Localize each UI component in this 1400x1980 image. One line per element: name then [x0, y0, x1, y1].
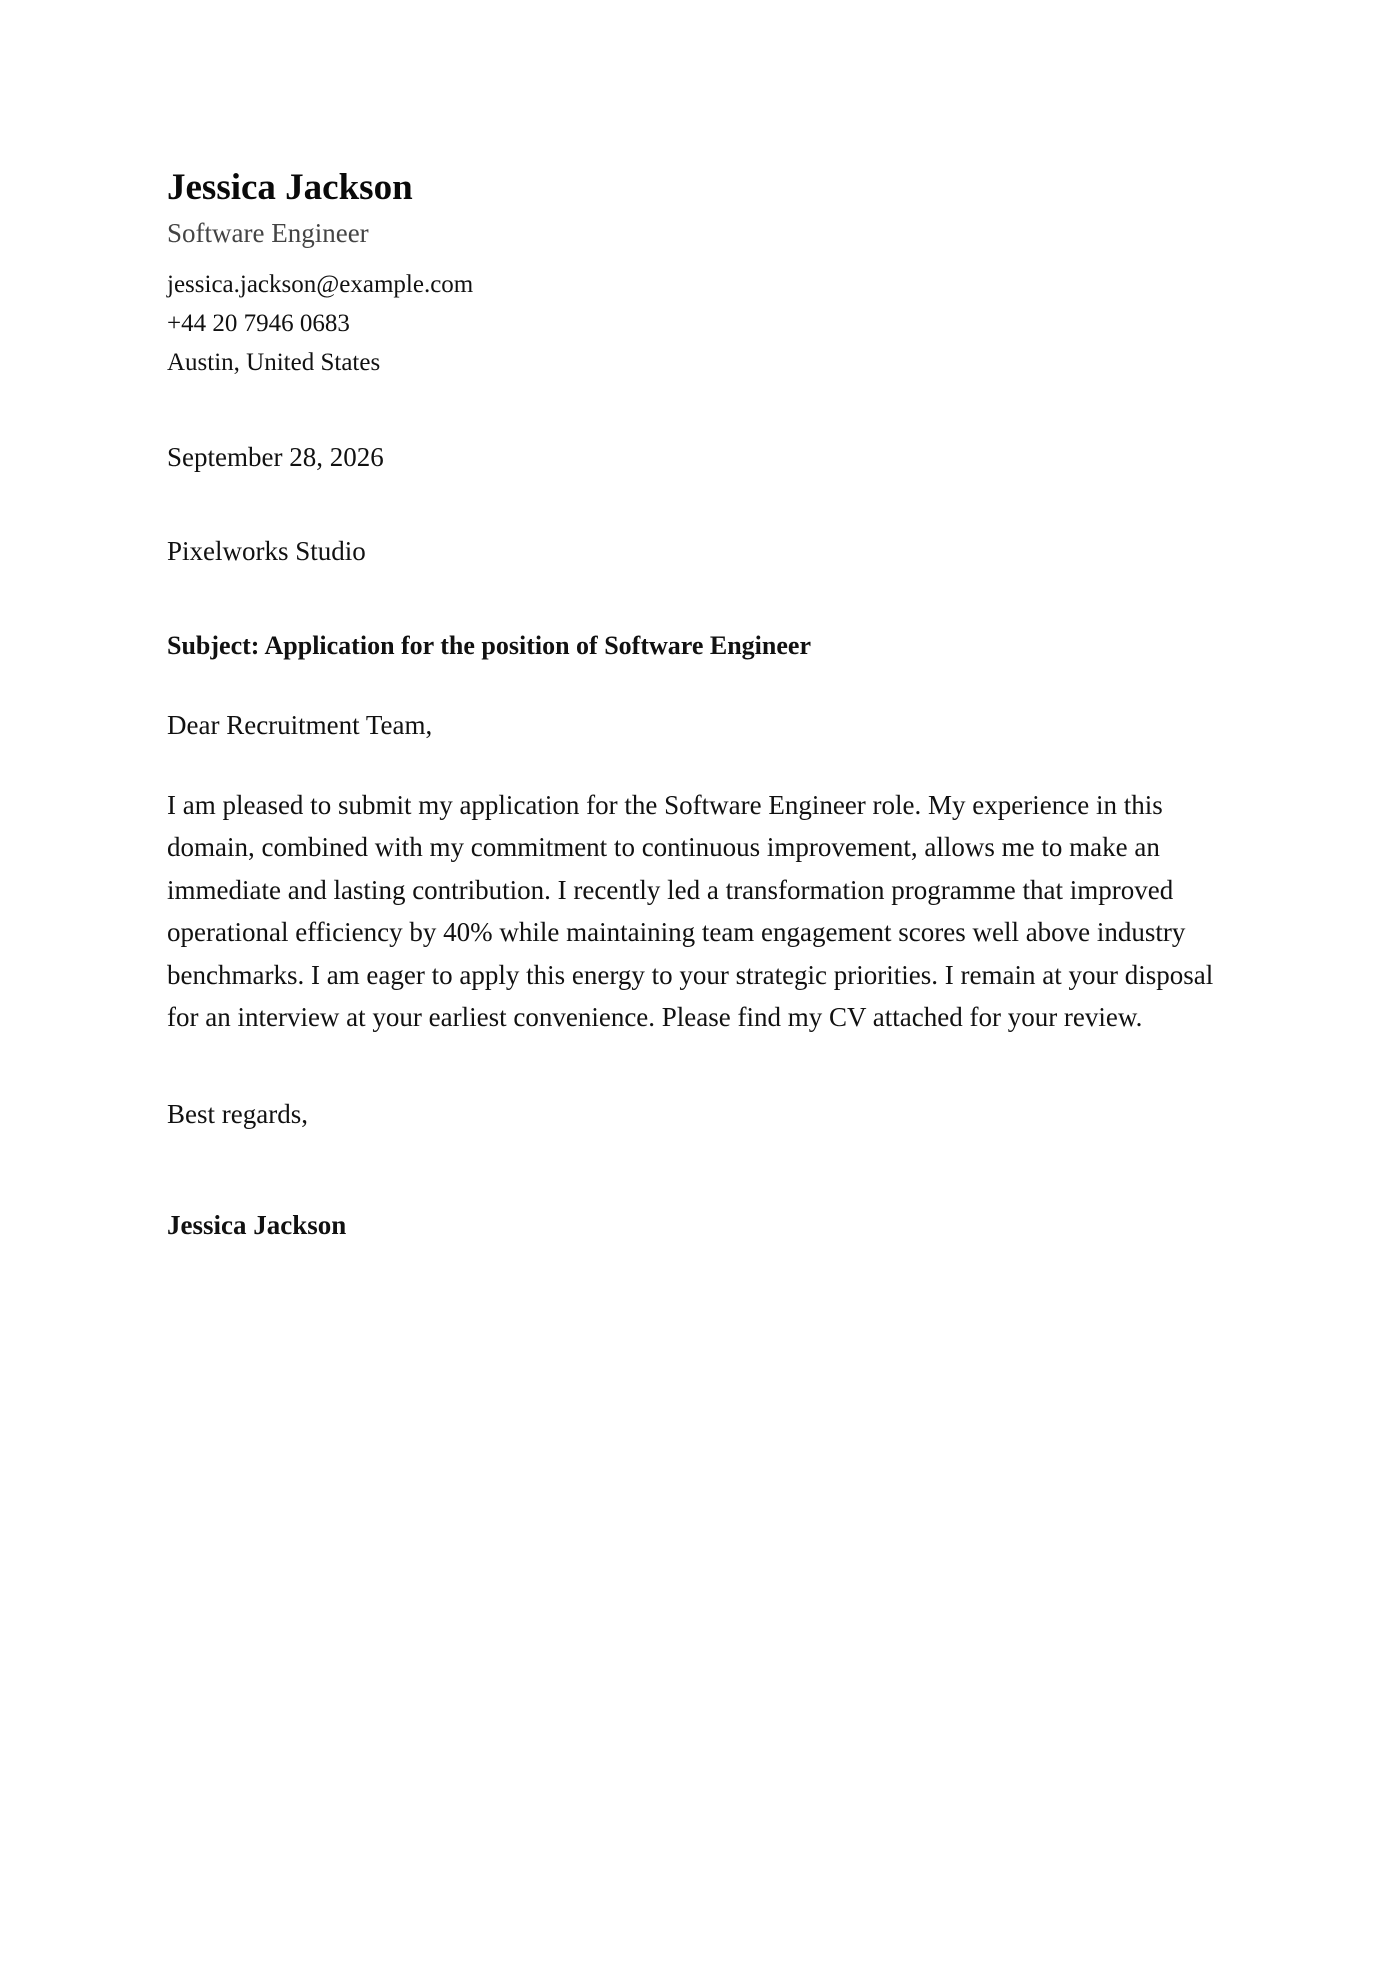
closing: Best regards, — [167, 1098, 308, 1129]
sender-location: Austin, United States — [167, 349, 381, 377]
letter-subject: Subject: Application for the position of Software Engineer — [167, 630, 811, 660]
sender-name: Jessica Jackson — [167, 167, 413, 208]
letter-body: I am pleased to submit my application for the Software Engineer role. My experience in this domain, combined with my commitment to continuous improvement, allows me to make an immediate and lasting contribution. I recently led a transformation programme that improved operational efficiency by 40% while maintaining team engagement scores well above industry benchmarks. I am eager to apply this energy to your strategic priorities. I remain at your disposal for an interview at your earliest convenience. Please find my CV attached for your review. — [167, 789, 1214, 1033]
recipient-company: Pixelworks Studio — [167, 535, 366, 566]
sender-email: jessica.jackson@example.com — [167, 271, 474, 299]
letter-date: September 28, 2026 — [167, 442, 384, 473]
sender-phone: +44 20 7946 0683 — [167, 310, 350, 338]
signature-name: Jessica Jackson — [167, 1209, 347, 1240]
salutation: Dear Recruitment Team, — [167, 710, 433, 741]
letter-content — [167, 166, 1247, 1243]
sender-title: Software Engineer — [167, 218, 369, 249]
contact-block — [167, 265, 1247, 382]
